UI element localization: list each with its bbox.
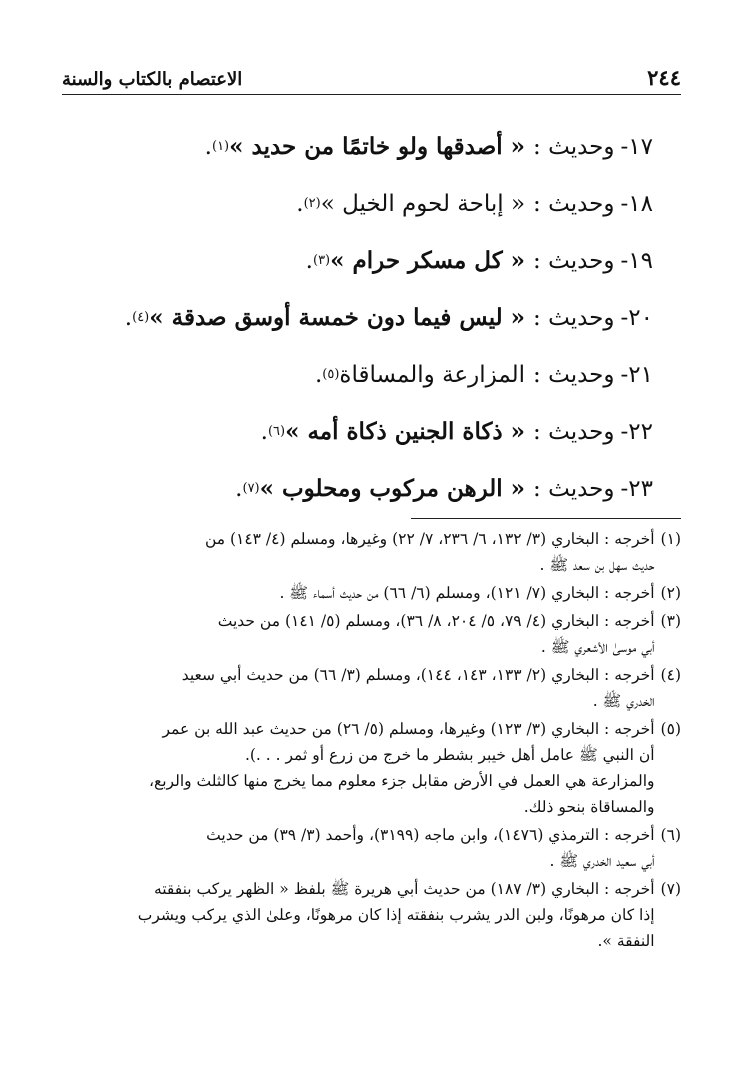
footnote-line: أخرجه : البخاري (٣/ ١٣٢، ٦/ ٢٣٦، ٧/ ٢٢) وغيرها، ومسلم (٤/ ١٤٣) من — [204, 530, 655, 548]
hadith-label: وحديث : — [533, 304, 615, 331]
hadith-text: « الرهن مركوب ومحلوب » — [259, 475, 526, 502]
footnote-line: أخرجه : البخاري (٣/ ١٨٧) من حديث أبي هريرة ﷺ بلفظ « الظهر يركب بنفقته — [153, 880, 655, 898]
hadith-number: ٢٢- — [620, 418, 653, 445]
period: . — [305, 247, 313, 274]
footnote-item — [72, 608, 681, 660]
footnote-line: الخدري ﷺ . — [592, 692, 655, 710]
period: . — [124, 304, 133, 331]
hadith-text: المزارعة والمساقاة — [339, 361, 526, 388]
footnote-item — [72, 662, 681, 714]
hadith-item: ١٩- وحديث : « كل مسكر حرام » (٣) . — [305, 247, 653, 274]
footnote-line: أن النبي ﷺ عامل أهل خيبر بشطر ما خرج من زرع أو ثمر . . .). — [244, 746, 655, 764]
footnote-body — [72, 580, 655, 606]
hadith-item: ٢١- وحديث : المزارعة والمساقاة (٥) . — [314, 361, 653, 388]
footnote-item — [72, 822, 681, 874]
hadith-item: ٢٠- وحديث : « ليس فيما دون خمسة أوسق صدقة » (٤) . — [124, 304, 653, 331]
footnote-item — [72, 526, 681, 578]
hadith-item: ٢٢- وحديث : « ذكاة الجنين ذكاة أمه » (٦) . — [260, 418, 653, 445]
period: . — [260, 418, 268, 445]
footnote-item — [72, 876, 681, 954]
footnote-mark: (٥) — [660, 720, 681, 738]
hadith-number: ١٩- — [620, 247, 653, 274]
footnote-body — [72, 608, 655, 660]
footnote-line: أبي موسىٰ الأشعري ﷺ . — [540, 638, 655, 656]
footnote-divider — [411, 518, 681, 519]
hadith-label: وحديث : — [533, 418, 615, 445]
footnote-item — [72, 580, 681, 606]
footnote-line: أخرجه : البخاري (٤/ ٧٩، ٥/ ٢٠٤، ٨/ ٣٦)، ومسلم (٥/ ١٤١) من حديث — [217, 612, 655, 630]
footnote-line: أخرجه : الترمذي (١٤٧٦)، وابن ماجه (٣١٩٩)، وأحمد (٣/ ٣٩) من حديث — [206, 826, 655, 844]
hadith-text: « أصدقها ولو خاتمًا من حديد » — [229, 133, 526, 160]
footnote-body — [72, 662, 655, 714]
hadith-text: « إباحة لحوم الخيل » — [320, 190, 526, 217]
footnote-mark: (٣) — [660, 612, 681, 630]
footnote-body — [72, 822, 655, 874]
period: . — [296, 190, 304, 217]
footnote-mark: (٦) — [660, 826, 681, 844]
footnote-line: والمزارعة هي العمل في الأرض مقابل جزء معلوم مما يخرج منها كالثلث والربع، — [148, 772, 655, 790]
page-number: ٢٤٤ — [647, 65, 681, 90]
hadith-number: ١٨- — [620, 190, 653, 217]
hadith-item: ١٨- وحديث : « إباحة لحوم الخيل » (٢) . — [296, 190, 653, 217]
footnote-line: والمساقاة بنحو ذلك. — [523, 798, 655, 816]
footnote-line: أخرجه : البخاري (٢/ ١٣٣، ١٤٣، ١٤٤)، ومسلم (٣/ ٦٦) من حديث أبي سعيد — [181, 666, 655, 684]
footnote-body — [72, 716, 655, 820]
hadith-text: « ليس فيما دون خمسة أوسق صدقة » — [149, 304, 526, 331]
footnote-body — [72, 876, 655, 954]
running-title: الاعتصام بالكتاب والسنة — [62, 69, 243, 90]
footnote-line: إذا كان مرهونًا، ولبن الدر يشرب بنفقته إذا كان مرهونًا، وعلىٰ الذي يركب ويشرب — [137, 906, 655, 924]
hadith-item: ١٧- وحديث : « أصدقها ولو خاتمًا من حديد » (١) . — [204, 133, 653, 160]
period: . — [314, 361, 323, 388]
footnote-line: النفقة ». — [597, 932, 655, 950]
footnote-mark: (٤) — [660, 666, 681, 684]
footnote-item — [72, 716, 681, 820]
footnote-line: أخرجه : البخاري (٣/ ١٢٣) وغيرها، ومسلم (٥/ ٢٦) من حديث عبد الله بن عمر — [162, 720, 655, 738]
period: . — [204, 133, 212, 160]
page-header — [62, 56, 681, 95]
footnote-body — [72, 526, 655, 578]
footnotes-section — [72, 526, 681, 956]
hadith-number: ٢٣- — [620, 475, 653, 502]
hadith-number: ١٧- — [620, 133, 653, 160]
hadith-number: ٢٠- — [620, 304, 653, 331]
hadith-label: وحديث : — [533, 361, 615, 388]
hadith-number: ٢١- — [620, 361, 653, 388]
hadith-label: وحديث : — [533, 190, 615, 217]
footnote-line: حديث سهل بن سعد ﷺ . — [539, 556, 655, 574]
hadith-text: « كل مسكر حرام » — [330, 247, 526, 274]
footnote-mark: (٧) — [660, 880, 681, 898]
footnote-mark: (١) — [660, 530, 681, 548]
hadith-text: « ذكاة الجنين ذكاة أمه » — [285, 418, 526, 445]
footnote-mark: (٢) — [660, 584, 681, 602]
hadith-label: وحديث : — [533, 475, 615, 502]
hadith-item: ٢٣- وحديث : « الرهن مركوب ومحلوب » (٧) . — [235, 475, 653, 502]
footnote-line: أخرجه : البخاري (٧/ ١٢١)، ومسلم (٦/ ٦٦) من حديث أسماء ﷺ . — [279, 584, 655, 602]
period: . — [235, 475, 243, 502]
hadith-label: وحديث : — [533, 133, 615, 160]
hadith-label: وحديث : — [533, 247, 615, 274]
footnote-line: أبي سعيد الخدري ﷺ . — [549, 852, 655, 870]
hadith-list — [70, 118, 653, 517]
